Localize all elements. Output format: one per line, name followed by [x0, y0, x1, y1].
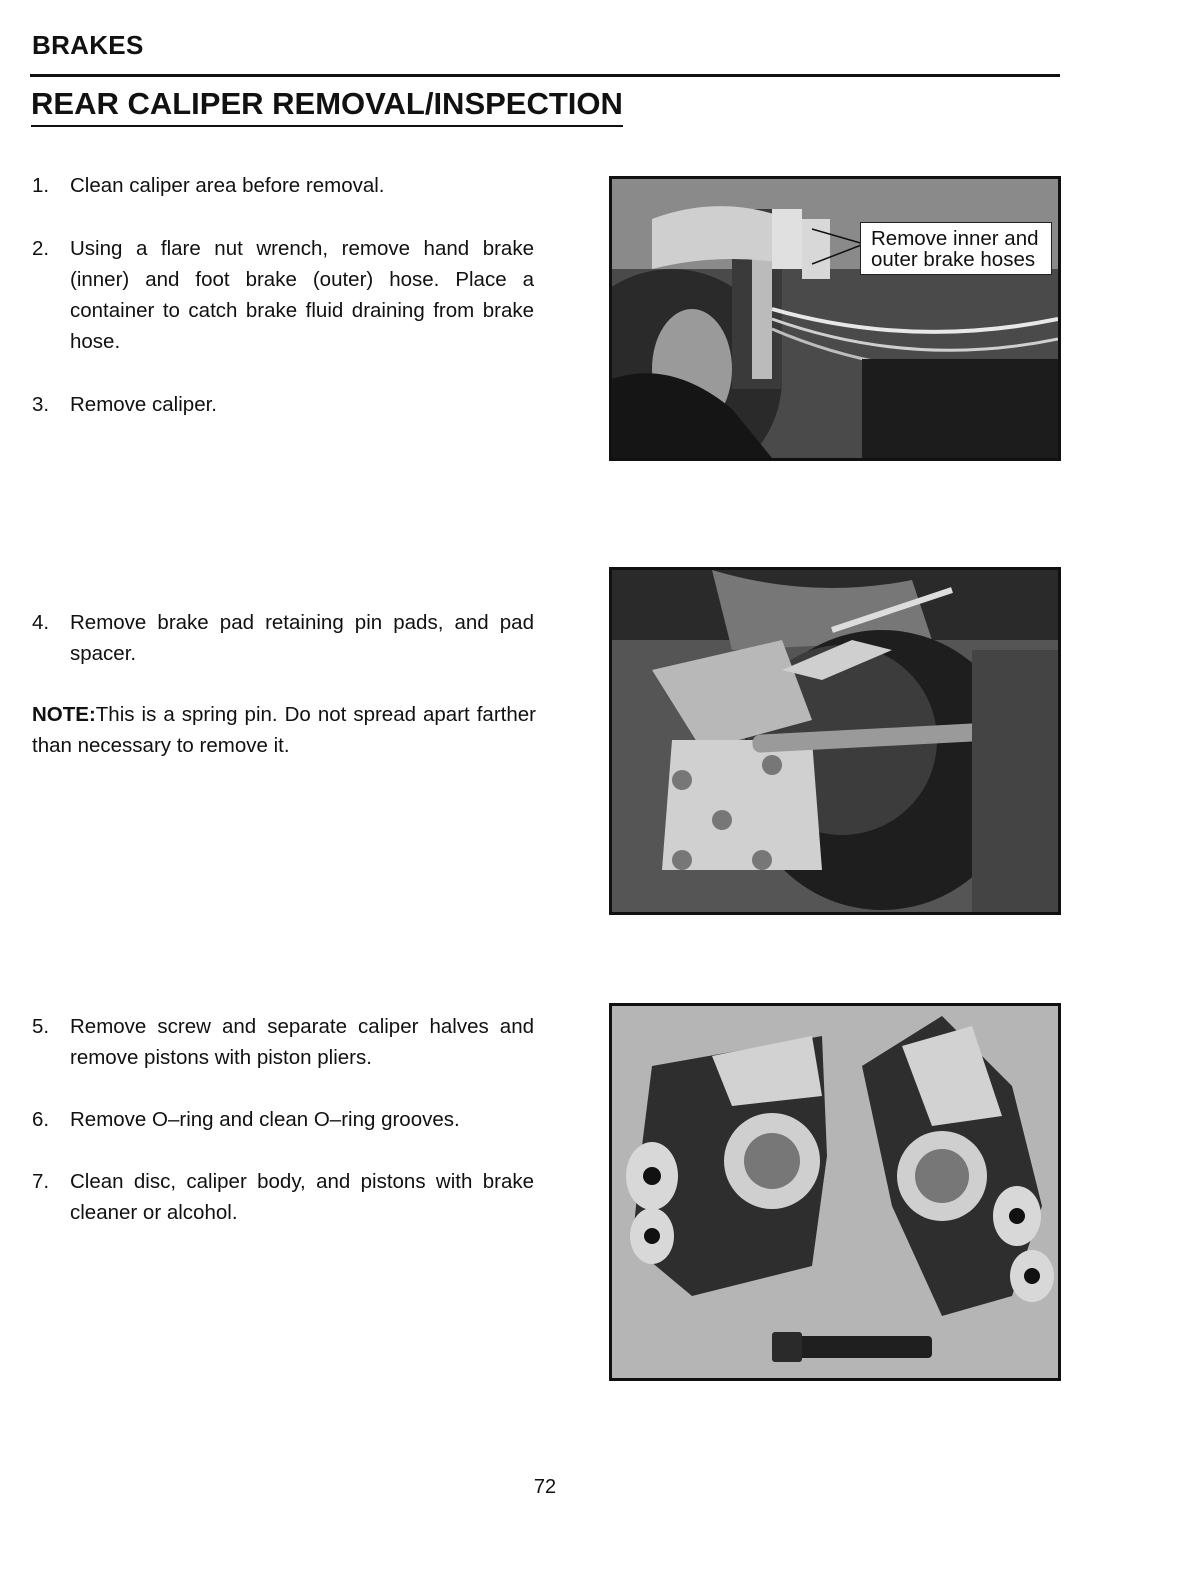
caliper-halves-photo	[609, 1003, 1061, 1381]
step-number: 1.	[32, 174, 50, 197]
note-label: NOTE:	[32, 703, 96, 726]
note	[32, 699, 536, 761]
step-1	[32, 170, 534, 201]
step-text: Remove caliper.	[70, 393, 217, 416]
step-number: 2.	[32, 237, 50, 260]
page-title: REAR CALIPER REMOVAL/INSPECTION	[31, 86, 623, 127]
step-number: 4.	[32, 611, 50, 634]
step-number: 6.	[32, 1108, 50, 1131]
header-rule	[30, 74, 1060, 77]
step-text: Clean caliper area before removal.	[70, 174, 385, 197]
step-3	[32, 389, 534, 420]
step-text: Remove brake pad retaining pin pads, and pad spacer.	[70, 611, 534, 665]
step-text: Using a flare nut wrench, remove hand brake (inner) and foot brake (outer) hose. Place a container to catch brake fluid draining from brake hose.	[70, 237, 534, 353]
page-number: 72	[533, 1476, 557, 1498]
section-label: BRAKES	[32, 30, 144, 60]
step-text: Remove screw and separate caliper halves and remove pistons with piston pliers.	[70, 1015, 534, 1069]
step-text: Clean disc, caliper body, and pistons with brake cleaner or alcohol.	[70, 1170, 534, 1224]
brake-pad-pin-photo	[609, 567, 1061, 915]
step-2	[32, 233, 534, 357]
step-text: Remove O–ring and clean O–ring grooves.	[70, 1108, 460, 1131]
step-number: 3.	[32, 393, 50, 416]
step-6	[32, 1104, 534, 1135]
note-text: This is a spring pin. Do not spread apart farther than necessary to remove it.	[32, 703, 536, 757]
step-4	[32, 607, 534, 669]
step-7	[32, 1166, 534, 1228]
hoses-callout: Remove inner and outer brake hoses	[860, 222, 1052, 275]
step-5	[32, 1011, 534, 1073]
brake-hoses-photo	[609, 176, 1061, 461]
step-number: 7.	[32, 1170, 50, 1193]
step-number: 5.	[32, 1015, 50, 1038]
